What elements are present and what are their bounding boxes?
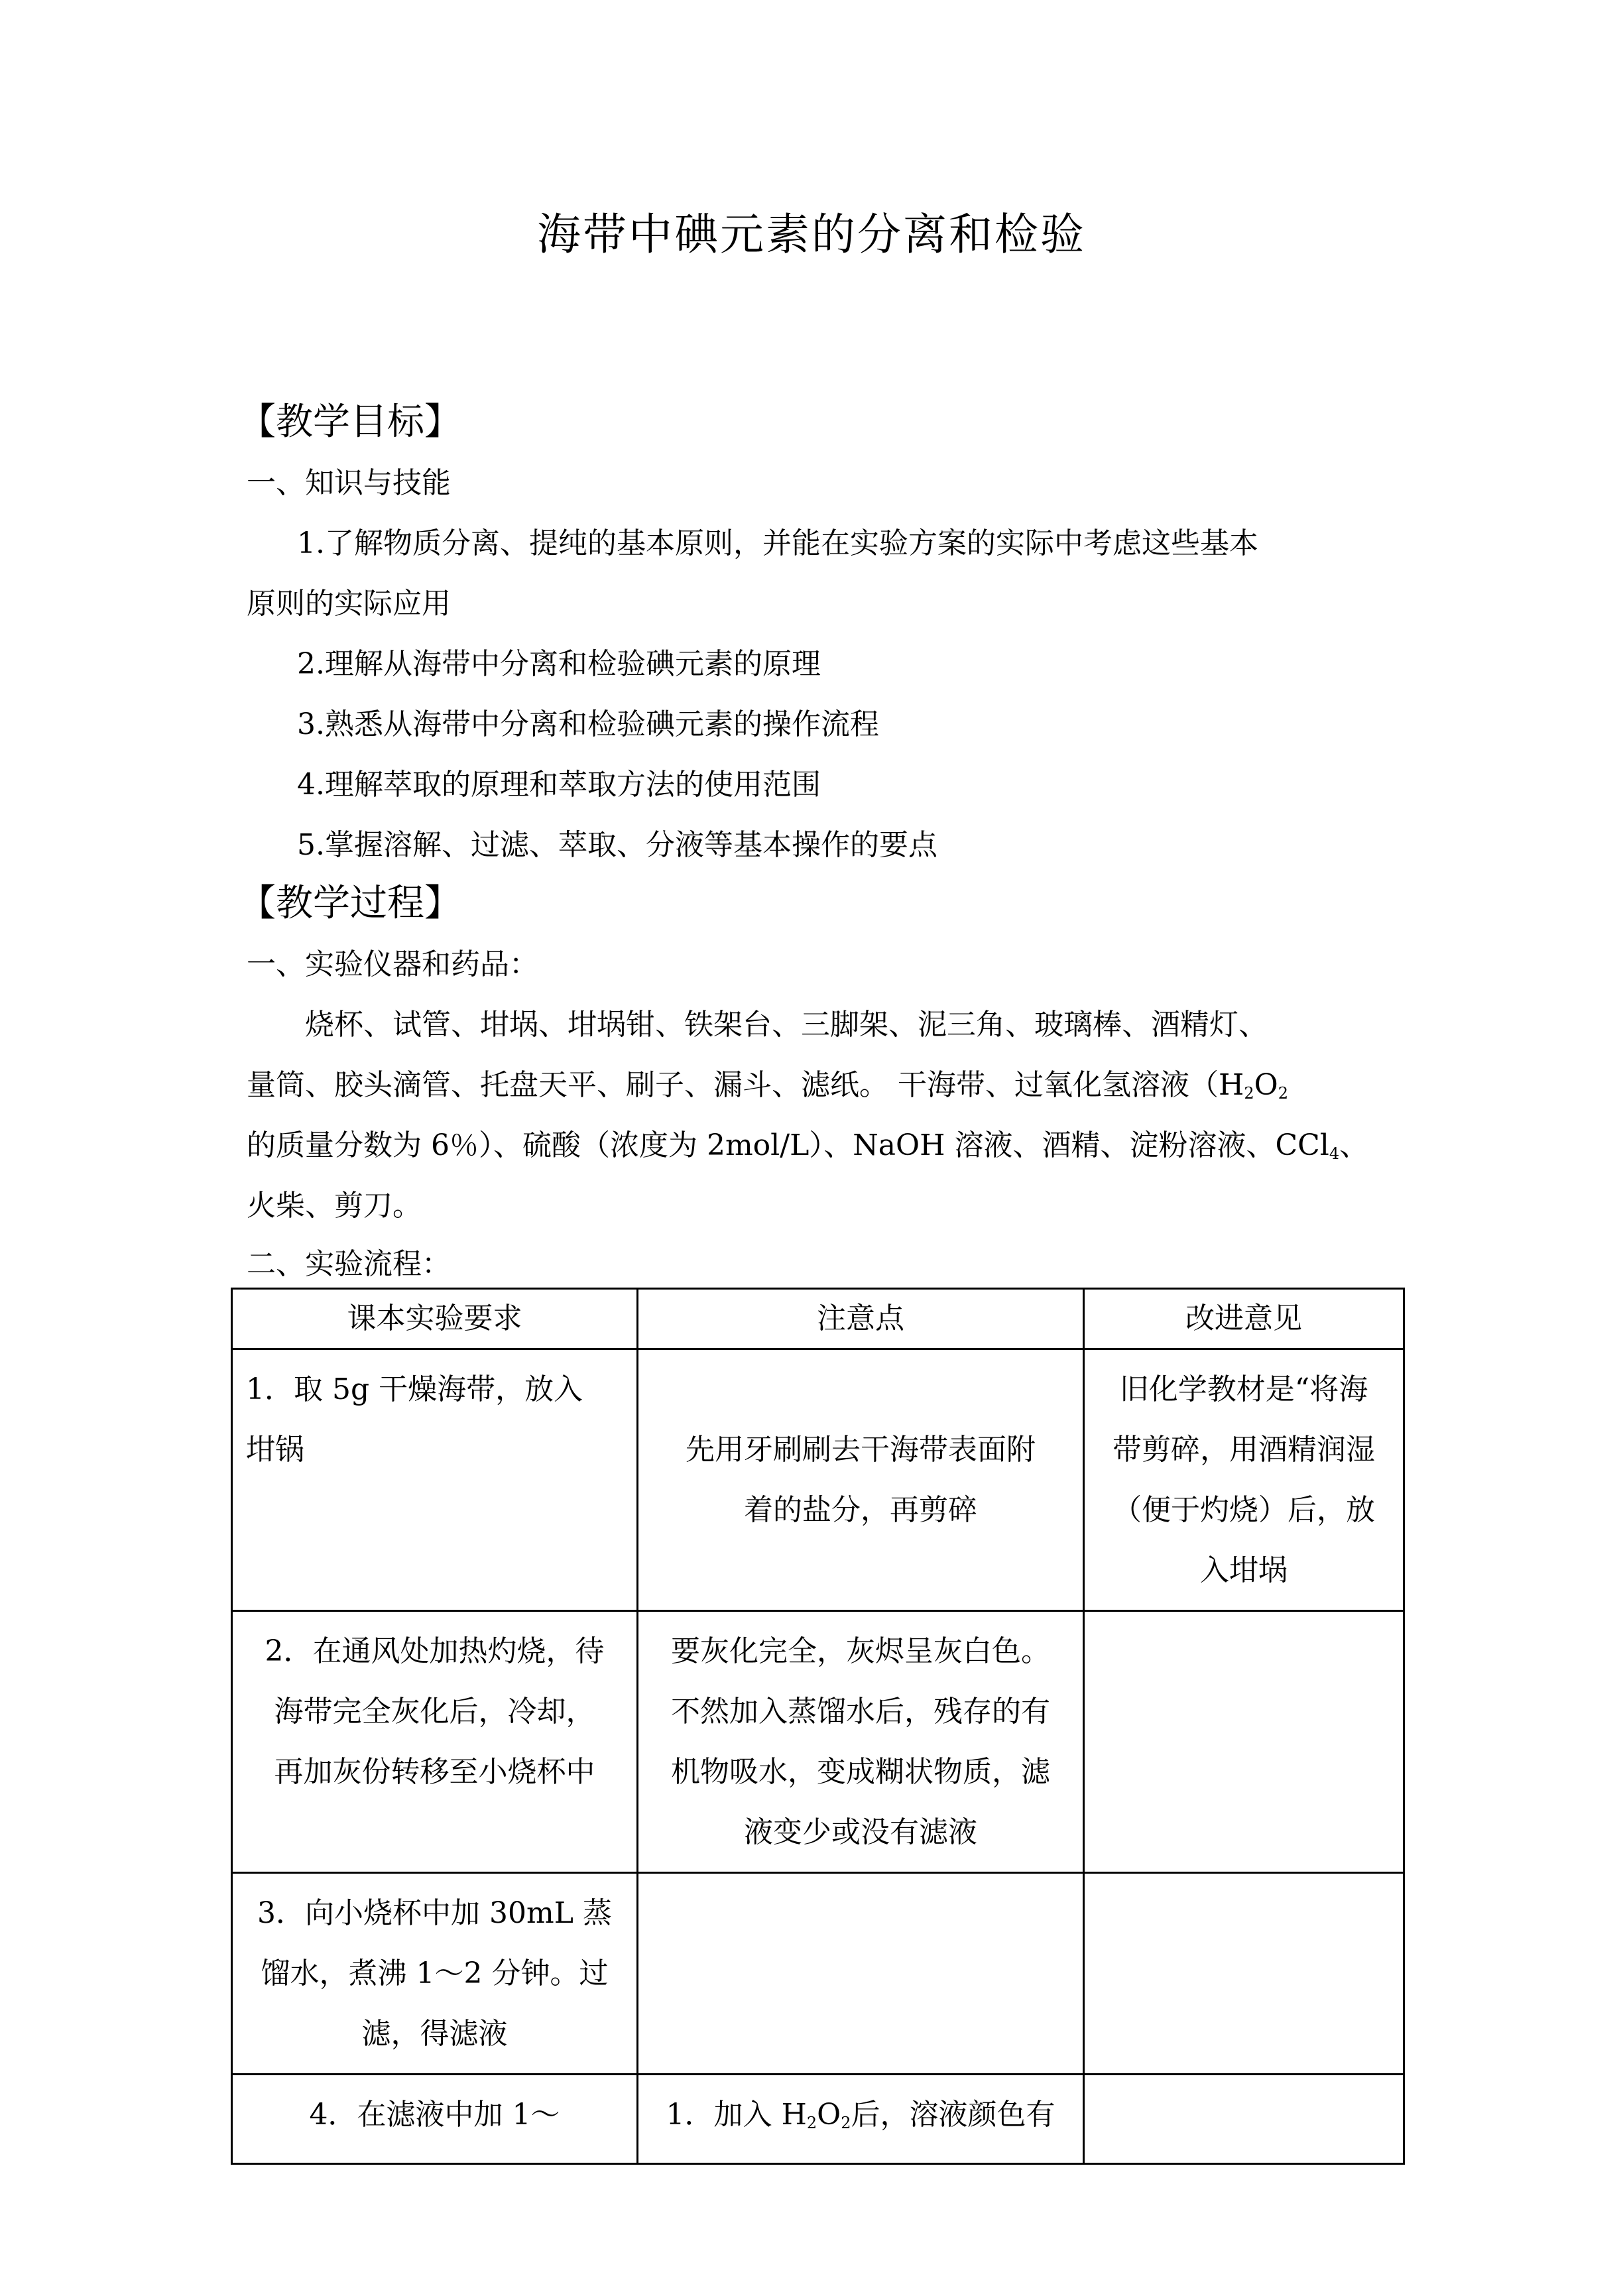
heading-knowledge-skills: 一、知识与技能 bbox=[247, 466, 451, 500]
table-row bbox=[232, 2075, 1404, 2164]
experiment-flow-table bbox=[231, 1288, 1405, 2165]
table-cell-requirement: 4．在滤液中加 1～ bbox=[232, 2075, 638, 2164]
table-cell-improvement bbox=[1084, 1611, 1404, 1873]
table-cell-requirement: 2．在通风处加热灼烧，待 海带完全灰化后，冷却， 再加灰份转移至小烧杯中 bbox=[232, 1611, 638, 1873]
goal-item-continued: 原则的实际应用 bbox=[247, 587, 451, 621]
table-cell-improvement bbox=[1084, 1873, 1404, 2075]
equipment-line: 烧杯、试管、坩埚、坩埚钳、铁架台、三脚架、泥三角、玻璃棒、酒精灯、 bbox=[305, 1008, 1268, 1042]
goal-item: 2.理解从海带中分离和检验碘元素的原理 bbox=[297, 647, 821, 681]
equipment-line: 的质量分数为 6％）、硫酸（浓度为 2mol/L）、NaOH 溶液、酒精、淀粉溶液、CCl$_4$、 bbox=[247, 1128, 1369, 1163]
equipment-line: 火柴、剪刀。 bbox=[247, 1189, 422, 1223]
section-heading-process: 【教学过程】 bbox=[239, 882, 461, 925]
table-cell-note: 1．加入 $H_2O_2$后，溶液颜色有 bbox=[638, 2075, 1084, 2164]
table-cell-requirement: 1．取 5g 干燥海带，放入 坩锅 bbox=[232, 1349, 638, 1611]
table-row bbox=[232, 1873, 1404, 2075]
table-header-row bbox=[232, 1289, 1404, 1349]
table-cell-note: 先用牙刷刷去干海带表面附 着的盐分，再剪碎 bbox=[638, 1349, 1084, 1611]
table-cell-note bbox=[638, 1873, 1084, 2075]
page-title: 海带中碘元素的分离和检验 bbox=[537, 209, 1086, 260]
column-header: 课本实验要求 bbox=[232, 1289, 638, 1349]
column-header: 注意点 bbox=[638, 1289, 1084, 1349]
goal-item: 4.理解萃取的原理和萃取方法的使用范围 bbox=[297, 768, 821, 802]
section-heading-goals: 【教学目标】 bbox=[239, 400, 461, 444]
heading-equipment: 一、实验仪器和药品： bbox=[247, 947, 538, 981]
table-row bbox=[232, 1349, 1404, 1611]
table-cell-improvement bbox=[1084, 2075, 1404, 2164]
column-header: 改进意见 bbox=[1084, 1289, 1404, 1349]
heading-experiment-flow: 二、实验流程： bbox=[247, 1247, 451, 1281]
goal-item: 1.了解物质分离、提纯的基本原则，并能在实验方案的实际中考虑这些基本 bbox=[297, 526, 1258, 560]
table-cell-requirement: 3．向小烧杯中加 30mL 蒸 馏水，煮沸 1～2 分钟。过 滤，得滤液 bbox=[232, 1873, 638, 2075]
table-cell-note: 要灰化完全，灰烬呈灰白色。 不然加入蒸馏水后，残存的有 机物吸水，变成糊状物质，滤 液变少或没有滤液 bbox=[638, 1611, 1084, 1873]
table-row bbox=[232, 1611, 1404, 1873]
equipment-line: 量筒、胶头滴管、托盘天平、刷子、漏斗、滤纸。 干海带、过氧化氢溶液（$H_2O_2$ bbox=[247, 1068, 1288, 1103]
table-cell-improvement: 旧化学教材是“将海 带剪碎，用酒精润湿 （便于灼烧）后，放 入坩埚 bbox=[1084, 1349, 1404, 1611]
goal-item: 5.掌握溶解、过滤、萃取、分液等基本操作的要点 bbox=[297, 828, 937, 862]
goal-item: 3.熟悉从海带中分离和检验碘元素的操作流程 bbox=[297, 707, 879, 741]
